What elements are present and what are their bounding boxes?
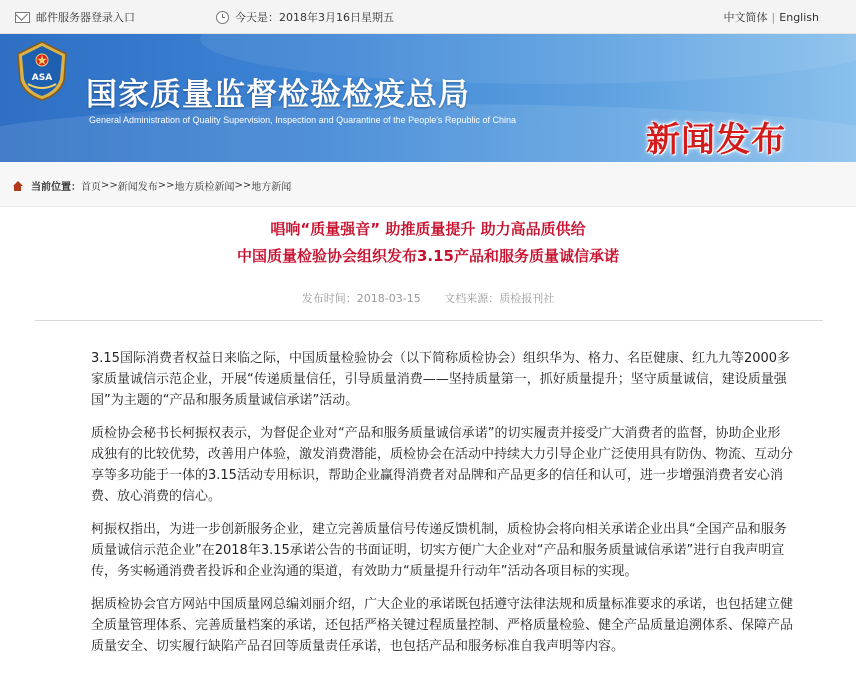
article-paragraph: 柯振权指出，为进一步创新服务企业，建立完善质量信号传递反馈机制，质检协会将向相关承诺企业出具“全国产品和服务质量诚信示范企业”在2018年3.15承诺公告的书面证明，切实方便广大企业对“产品和服务质量诚信承诺”进行自我声明宣传，务实畅通消费者投诉和企业沟通的渠道，有效助力“质量提升行动年”活动各项目标的实现。 <box>91 522 787 579</box>
breadcrumb-separator: >> <box>101 180 118 191</box>
site-subtitle-english: General Administration of Quality Supervision, Inspection and Quarantine of the People's Republic of China <box>89 115 516 125</box>
article-headline-line2: 中国质量检验协会组织发布3.15产品和服务质量诚信承诺 <box>236 247 619 265</box>
breadcrumb-link-home[interactable]: 首页 <box>81 182 101 193</box>
breadcrumb-separator: >> <box>157 180 175 191</box>
article-meta <box>0 290 856 306</box>
breadcrumb-link-news[interactable]: 新闻发布 <box>117 182 158 193</box>
mail-server-link[interactable] <box>15 9 135 25</box>
article-paragraph: 质检协会秘书长柯振权表示，为督促企业对“产品和服务质量诚信承诺”的切实履责并接受广大消费者的监督，协助企业形成独有的比较优势，改善用户体验，激发消费潜能，质检协会在活动中持续大力引导企业广泛使用具有防伪、物流、互动分享等多功能于一体的3.15活动专用标识，帮助企业赢得消费者对品牌和产品更多的信任和认可，进一步增强消费者安心消费、放心消费的信心。 <box>91 426 794 504</box>
breadcrumb-separator: >> <box>234 180 252 191</box>
date-display <box>216 9 394 25</box>
top-bar <box>0 0 856 34</box>
publish-time: 发布时间：2018-03-15 <box>301 292 421 305</box>
article-source: 文档来源：质检报刊社 <box>444 292 555 305</box>
aqsiq-emblem-icon <box>14 40 70 102</box>
mail-server-label[interactable]: 邮件服务器登录入口 <box>36 11 135 24</box>
mail-icon <box>15 12 30 23</box>
article-body <box>91 348 793 669</box>
article-paragraph: 3.15国际消费者权益日来临之际，中国质量检验协会（以下简称质检协会）组织华为、格力、名臣健康、红九九等2000多家质量诚信示范企业，开展“传递质量信任，引导质量消费——坚持质量第一，抓好质量提升；坚守质量诚信，建设质量强国”为主题的“产品和服务质量诚信承诺”活动。 <box>91 351 791 408</box>
article-headline-line1: 唱响“质量强音” 助推质量提升 助力高品质供给 <box>270 220 586 238</box>
breadcrumb-link-local-news[interactable]: 地方新闻 <box>251 182 292 193</box>
language-switcher <box>724 9 819 25</box>
site-title: 国家质量监督检验检疫总局 <box>86 77 470 113</box>
section-badge: 新闻发布 <box>646 120 786 160</box>
emblem-text: ASA <box>31 73 53 83</box>
article-paragraph: 据质检协会官方网站中国质量网总编刘丽介绍，广大企业的承诺既包括遵守法律法规和质量标准要求的承诺，也包括建立健全质量管理体系、完善质量档案的承诺，还包括严格关键过程质量控制、严格质量检验、健全产品质量追溯体系、保障产品质量安全、切实履行缺陷产品召回等质量责任承诺，也包括产品和服务标准自我声明等内容。 <box>91 597 794 654</box>
lang-separator: | <box>771 11 776 24</box>
clock-icon <box>216 11 229 24</box>
breadcrumb-link-local-inspection-news[interactable]: 地方质检新闻 <box>174 182 235 193</box>
date-text: 今天是：2018年3月16日星期五 <box>235 11 394 24</box>
lang-english-link[interactable]: English <box>779 11 819 24</box>
breadcrumb <box>0 162 856 207</box>
breadcrumb-label: 当前位置： <box>31 182 81 193</box>
lang-chinese-link[interactable]: 中文简体 <box>723 11 768 24</box>
header-banner <box>0 34 856 162</box>
home-icon <box>12 181 23 191</box>
divider <box>35 320 823 321</box>
